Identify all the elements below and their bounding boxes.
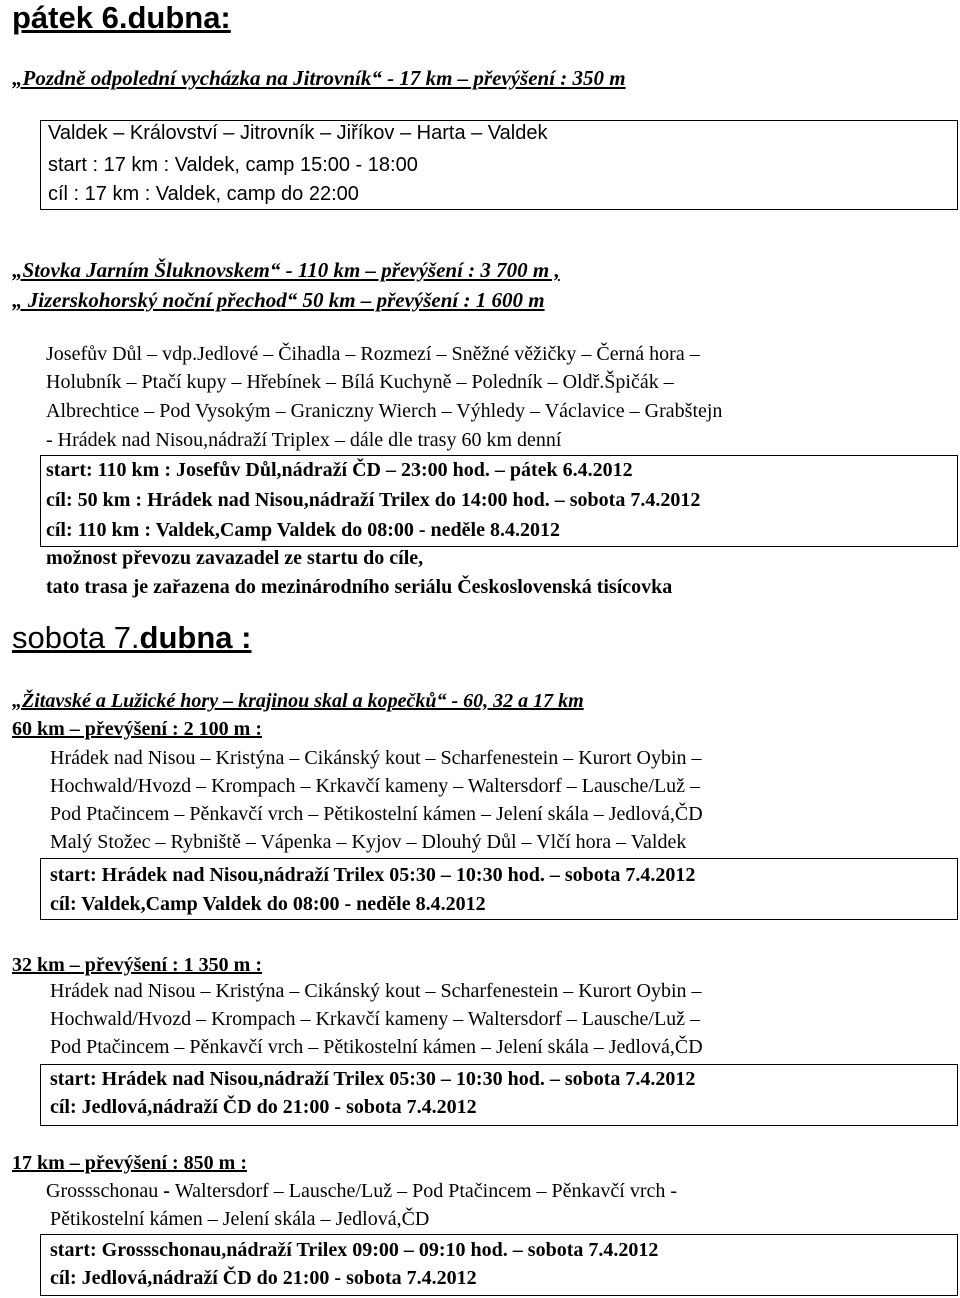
- route32-start: start: Hrádek nad Nisou,nádraží Trilex 05:30 – 10:30 hod. – sobota 7.4.2012: [50, 1068, 696, 1090]
- route32-line: Pod Ptačincem – Pěnkavčí vrch – Pětikostelní kámen – Jelení skála – Jedlová,ČD: [50, 1036, 703, 1058]
- series-note: tato trasa je zařazena do mezinárodního seriálu Československá tisícovka: [46, 576, 673, 598]
- saturday-heading: [12, 620, 251, 656]
- friday-heading: pátek 6.dubna:: [12, 0, 231, 35]
- walk-finish: cíl : 17 km : Valdek, camp do 22:00: [48, 183, 359, 205]
- night-finish-50: cíl: 50 km : Hrádek nad Nisou,nádraží Trilex do 14:00 hod. – sobota 7.4.2012: [46, 489, 701, 511]
- route17-heading: 17 km – převýšení : 850 m :: [12, 1152, 247, 1174]
- route60-line: Malý Stožec – Rybniště – Vápenka – Kyjov – Dlouhý Důl – Vlčí hora – Valdek: [50, 831, 687, 853]
- route60-start: start: Hrádek nad Nisou,nádraží Trilex 05:30 – 10:30 hod. – sobota 7.4.2012: [50, 864, 696, 886]
- saturday-heading-prefix: sobota 7.: [12, 620, 140, 655]
- route17-line-1: [46, 1180, 677, 1203]
- route17-line-1c: Waltersdorf – Lausche/Luž – Pod Ptačincem – Pěnkavčí vrch -: [174, 1180, 678, 1202]
- route60-heading: 60 km – převýšení : 2 100 m :: [12, 718, 262, 740]
- route60-finish: cíl: Valdek,Camp Valdek do 08:00 - neděle 8.4.2012: [50, 893, 486, 915]
- route60-line: Pod Ptačincem – Pěnkavčí vrch – Pětikostelní kámen – Jelení skála – Jedlová,ČD: [50, 803, 703, 825]
- night-route-line: Josefův Důl – vdp.Jedlové – Čihadla – Rozmezí – Sněžné věžičky – Černá hora –: [46, 343, 700, 365]
- night-crossing-title: „ Jizerskohorský noční přechod“ 50 km – převýšení : 1 600 m: [12, 288, 545, 312]
- route32-heading: 32 km – převýšení : 1 350 m :: [12, 954, 262, 976]
- walk-start: start : 17 km : Valdek, camp 15:00 - 18:00: [48, 154, 418, 176]
- route60-line: Hrádek nad Nisou – Kristýna – Cikánský kout – Scharfenestein – Kurort Oybin –: [50, 747, 702, 769]
- stovka-title: „Stovka Jarním Šluknovskem“ - 110 km – převýšení : 3 700 m ,: [12, 258, 560, 282]
- saturday-heading-suffix: dubna :: [139, 620, 252, 655]
- night-route-line: - Hrádek nad Nisou,nádraží Triplex – dále dle trasy 60 km denní: [46, 429, 562, 451]
- route17-line-2: Pětikostelní kámen – Jelení skála – Jedlová,ČD: [50, 1208, 430, 1230]
- walk-title: „Pozdně odpolední vycházka na Jitrovník“ - 17 km – převýšení : 350 m: [12, 66, 626, 90]
- luggage-note: možnost převozu zavazadel ze startu do cíle,: [46, 547, 424, 569]
- night-start: start: 110 km : Josefův Důl,nádraží ČD – 23:00 hod. – pátek 6.4.2012: [46, 459, 633, 481]
- route17-line-1b: -: [163, 1180, 175, 1202]
- walk-route: Valdek – Království – Jitrovník – Jiříkov – Harta – Valdek: [48, 122, 548, 144]
- night-finish-110: cíl: 110 km : Valdek,Camp Valdek do 08:00 - neděle 8.4.2012: [46, 519, 560, 541]
- route17-line-1a: Grossschonau: [46, 1180, 164, 1202]
- route32-line: Hochwald/Hvozd – Krompach – Krkavčí kameny – Waltersdorf – Lausche/Luž –: [50, 1008, 701, 1030]
- route32-line: Hrádek nad Nisou – Kristýna – Cikánský kout – Scharfenestein – Kurort Oybin –: [50, 980, 702, 1002]
- night-route-line: Albrechtice – Pod Vysokým – Graniczny Wierch – Výhledy – Václavice – Grabštejn: [46, 400, 723, 422]
- route17-finish: cíl: Jedlová,nádraží ČD do 21:00 - sobota 7.4.2012: [50, 1267, 477, 1289]
- route17-start: start: Grossschonau,nádraží Trilex 09:00 – 09:10 hod. – sobota 7.4.2012: [50, 1239, 659, 1261]
- route32-finish: cíl: Jedlová,nádraží ČD do 21:00 - sobota 7.4.2012: [50, 1096, 477, 1118]
- night-route-line: Holubník – Ptačí kupy – Hřebínek – Bílá Kuchyně – Poledník – Oldř.Špičák –: [46, 371, 674, 393]
- saturday-main-title: „Žitavské a Lužické hory – krajinou skal a kopečků“ - 60, 32 a 17 km: [12, 690, 584, 712]
- route60-line: Hochwald/Hvozd – Krompach – Krkavčí kameny – Waltersdorf – Lausche/Luž –: [50, 775, 701, 797]
